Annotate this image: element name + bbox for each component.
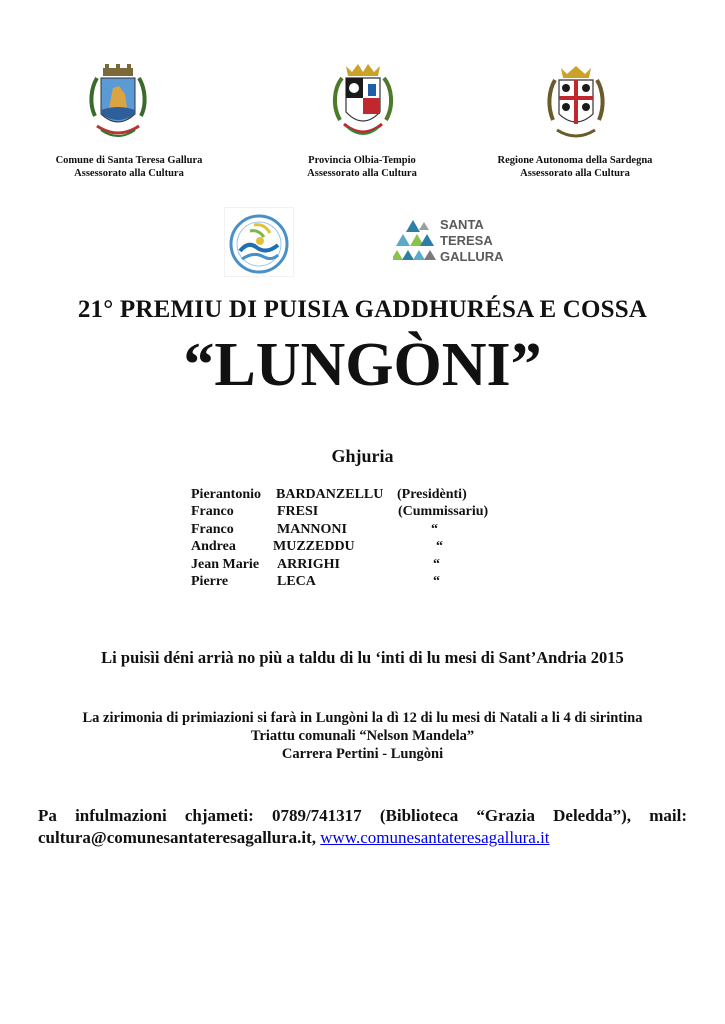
- ceremony-venue: Triattu comunali “Nelson Mandela”: [250, 728, 475, 744]
- jury-first-name: Andrea: [191, 539, 236, 555]
- ceremony-line: La zirimonia di primiazioni si farà in Lungòni la dì 12 di lu mesi di Natali a li 4 di sirintina: [82, 710, 643, 726]
- jury-last-name: LECA: [277, 573, 316, 589]
- jury-role: (Presidènti): [397, 487, 467, 502]
- caption-regione-name: Regione Autonoma della Sardegna: [497, 155, 653, 166]
- ceremony-address: Carrera Pertini - Lungòni: [281, 746, 444, 762]
- comune-crest-icon: [87, 64, 149, 148]
- website-link[interactable]: www.comunesantateresagallura.it: [320, 828, 550, 847]
- contact-info: [38, 805, 687, 849]
- jury-role: (Cummissariu): [398, 504, 489, 520]
- jury-first-name: Pierre: [191, 573, 229, 589]
- logo-line-1: SANTA: [440, 217, 484, 232]
- caption-comune: [24, 154, 234, 180]
- caption-regione: [470, 154, 680, 180]
- provincia-crest-icon: [330, 60, 396, 146]
- jury-role: “: [436, 539, 443, 555]
- festival-seal-icon: [224, 207, 294, 277]
- jury-heading: Ghjuria: [331, 446, 394, 466]
- triangle-mosaic-icon: [393, 220, 436, 260]
- caption-comune-dept: Assessorato alla Cultura: [74, 168, 184, 179]
- jury-first-name: Pierantonio: [191, 487, 261, 502]
- jury-role: “: [433, 556, 440, 572]
- jury-last-name: MUZZEDDU: [273, 539, 355, 555]
- jury-last-name: ARRIGHI: [277, 556, 341, 572]
- caption-comune-name: Comune di Santa Teresa Gallura: [55, 155, 203, 166]
- jury-first-name: Franco: [191, 504, 234, 520]
- event-title: “LUNGÒNI”: [183, 331, 542, 399]
- caption-provincia-name: Provincia Olbia-Tempio: [308, 155, 416, 166]
- logo-line-3: GALLURA: [440, 249, 504, 264]
- santa-teresa-gallura-logo: [393, 214, 525, 266]
- jury-role: “: [433, 573, 440, 589]
- regione-crest-icon: [545, 64, 607, 148]
- jury-role: “: [431, 521, 438, 537]
- submission-deadline: Li puisìi déni arrià no più a taldu di lu ‘inti di lu mesi di Sant’Andria 2015: [101, 648, 624, 667]
- jury-first-name: Franco: [191, 521, 234, 537]
- caption-provincia-dept: Assessorato alla Cultura: [307, 168, 417, 179]
- contact-text: Pa infulmazioni chjameti: 0789/741317 (Biblioteca “Grazia Deledda”), mail: cultura@comunesantateresagallura.it,: [38, 806, 687, 847]
- caption-regione-dept: Assessorato alla Cultura: [520, 168, 630, 179]
- caption-provincia: [257, 154, 467, 180]
- jury-last-name: BARDANZELLU: [276, 487, 384, 502]
- jury-last-name: MANNONI: [277, 521, 347, 537]
- jury-last-name: FRESI: [277, 504, 319, 520]
- jury-first-name: Jean Marie: [191, 556, 260, 572]
- event-subtitle: 21° PREMIU DI PUISIA GADDHURÉSA E COSSA: [77, 296, 648, 323]
- ceremony-info: [0, 709, 725, 763]
- logo-line-2: TERESA: [440, 233, 493, 248]
